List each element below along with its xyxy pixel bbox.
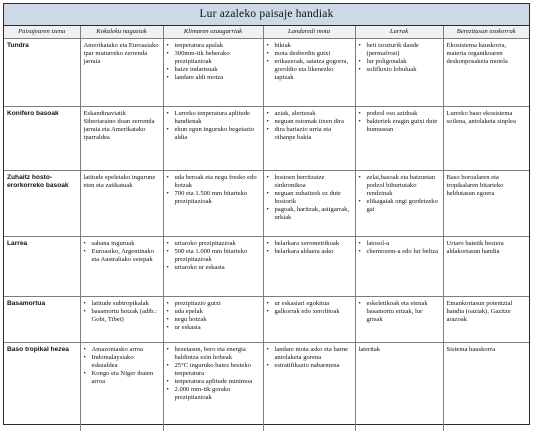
bullet-list <box>167 300 260 332</box>
cell-landscape-name: Basamortua <box>4 297 80 343</box>
header-lurrak: Lurrak <box>355 26 443 39</box>
cell-text: Urtaro batetik bestera aldakortasun handia <box>447 240 527 256</box>
cell-text: Baso boroalaren eta tropikalaren bitarteko heldutasun egoera <box>447 174 527 198</box>
bullet-list <box>84 346 160 386</box>
bullet-list <box>359 110 440 134</box>
cell-landscape-name: Konifero basoak <box>4 107 80 171</box>
cell-text: Lurreko baso ekosistema soilena, antolaketa sinplea <box>447 110 527 126</box>
list-item: • Amazoniasko arroa <box>84 346 160 354</box>
cell-berezitasun <box>443 171 529 237</box>
list-item: • neguan zuhaitzek ez dute hostorik <box>267 190 352 206</box>
list-item: • ur eskasia <box>167 324 260 332</box>
cell-landaredi <box>263 343 355 431</box>
landscape-table-document <box>3 3 530 425</box>
list-item: • lur poligonalak <box>359 58 440 66</box>
bullet-list <box>267 174 352 222</box>
bullet-list <box>359 42 440 74</box>
list-item: • 300mm-tik beherako prezipitazioak <box>167 50 260 66</box>
header-klima: Klimaren ezaugarriak <box>163 26 263 39</box>
table-row <box>4 297 529 343</box>
cell-klima <box>163 39 263 107</box>
list-item: • ur eskasiari egokitua <box>267 300 352 308</box>
list-item: • hostoen berritzatze sinkronikoa <box>267 174 352 190</box>
list-item: • aziak, alertzeak <box>267 110 352 118</box>
list-item: • beti izozturik daude (permafrost) <box>359 42 440 58</box>
list-item: • 25°C inguruko batez besteko tenperatura <box>167 362 260 378</box>
cell-lurrak <box>355 343 443 431</box>
cell-kokaleku <box>80 171 163 237</box>
cell-kokaleku <box>80 297 163 343</box>
list-item: • belarkara aldaera asko <box>267 248 352 256</box>
cell-landaredi <box>263 107 355 171</box>
cell-berezitasun <box>443 237 529 297</box>
list-item: • belarkara xerometrikoak <box>267 240 352 248</box>
list-item: • elikagaiak ongi gordetzeko gai <box>359 198 440 214</box>
cell-berezitasun <box>443 39 529 107</box>
bullet-list <box>267 346 352 370</box>
table-row <box>4 107 529 171</box>
list-item: • Lurreko tenperatura aplitude handienak <box>167 110 260 126</box>
table-row <box>4 343 529 431</box>
cell-klima <box>163 237 263 297</box>
cell-kokaleku <box>80 39 163 107</box>
cell-lurrak <box>355 39 443 107</box>
bullet-list <box>267 300 352 316</box>
cell-klima <box>163 171 263 237</box>
bullet-list <box>167 42 260 82</box>
cell-text: lateritak <box>359 346 440 354</box>
cell-klima <box>163 297 263 343</box>
cell-landscape-name: Baso tropikal hezea <box>4 343 80 431</box>
cell-klima <box>163 343 263 431</box>
list-item: • haize indartsuak <box>167 66 260 74</box>
bullet-list <box>167 240 260 272</box>
cell-text: Emankortasun potentzial handia (oaziak). Gazitze arazoak <box>447 300 527 324</box>
bullet-list <box>84 240 160 264</box>
table-title: Lur azaleko paisaje handiak <box>4 4 529 26</box>
list-item: • ehun egun inguruko begetazio aldia <box>167 126 260 142</box>
list-item: • eskeletikoak eta etenak basamortu ertzak, lur grisak <box>359 300 440 324</box>
list-item: • uda epelak <box>167 308 260 316</box>
bullet-list <box>167 110 260 142</box>
landscape-table <box>4 26 529 431</box>
cell-klima <box>163 107 263 171</box>
table-row <box>4 237 529 297</box>
bullet-list <box>84 300 160 324</box>
list-item: • landare mota asko eta barne antolaketa gorena <box>267 346 352 362</box>
bullet-list <box>267 42 352 82</box>
header-kokaleku: Kokaleku nagusiak <box>80 26 163 39</box>
bullet-list <box>359 240 440 256</box>
cell-landaredi <box>263 171 355 237</box>
list-item: • tenperatura aplitude minimoa <box>167 378 260 386</box>
list-item: • urtaroko prezipitazioak <box>167 240 260 248</box>
list-item: • zelai,basoak eta batzuetan podzol bihurtutako rendzinak <box>359 174 440 198</box>
list-item: • galkorrak edo xerofitoak <box>267 308 352 316</box>
cell-landaredi <box>263 297 355 343</box>
cell-landscape-name: Tundra <box>4 39 80 107</box>
list-item: • podzol oso azidoak <box>359 110 440 118</box>
list-item: • Kongo eta Niger ibaien arroa <box>84 370 160 386</box>
list-item: • latitude subtropikalak <box>84 300 160 308</box>
list-item: • tenperatura apalak <box>167 42 260 50</box>
cell-lurrak <box>355 171 443 237</box>
bullet-list <box>167 174 260 206</box>
cell-text: Sistema hauskorra <box>447 346 527 354</box>
table-row <box>4 171 529 237</box>
list-item: • latosol-a <box>359 240 440 248</box>
list-item: • Indomalaysiako eskualdea <box>84 354 160 370</box>
cell-lurrak <box>355 237 443 297</box>
header-row <box>4 26 529 39</box>
list-item: • hezetasun, bero eta energia baldintza ezin hobeak <box>167 346 260 362</box>
cell-landaredi <box>263 39 355 107</box>
list-item: • neguan estomak itxen dira <box>267 118 352 126</box>
cell-text: Ekosistema hauskorra, materia organikoaren deskonposaketa motela <box>447 42 527 66</box>
list-item: • mota desberdin gutxi <box>267 50 352 58</box>
bullet-list <box>359 174 440 214</box>
list-item: • solifluxio lobuluak <box>359 66 440 74</box>
bullet-list <box>359 300 440 324</box>
list-item: • urtaroko ur eskasia <box>167 264 260 272</box>
list-item: • bakteriek eragin gutxi dute humusean <box>359 118 440 134</box>
cell-berezitasun <box>443 297 529 343</box>
header-landaredi: Landaredi mota <box>263 26 355 39</box>
cell-text: Eskandinaviatik Siberiaraino doan zerrenda jarraia eta Amerikatako iparraldea <box>84 110 160 142</box>
cell-text: latitude epeletako ingurune eten eta zatikatuak <box>84 174 160 190</box>
cell-kokaleku <box>80 237 163 297</box>
cell-berezitasun <box>443 107 529 171</box>
list-item: • dira bariazio urria eta oihanpe bakia <box>267 126 352 142</box>
bullet-list <box>267 240 352 256</box>
list-item: • 700 eta 1.500 mm bitarteko prezipitazioak <box>167 190 260 206</box>
cell-landaredi <box>263 237 355 297</box>
cell-kokaleku <box>80 343 163 431</box>
list-item: • chernozem-a edo lur beltza <box>359 248 440 256</box>
list-item: • sabana inguruak <box>84 240 160 248</box>
cell-landscape-name: Larrea <box>4 237 80 297</box>
list-item: • basamortu hotzak (adib.: Gobi, Tibet) <box>84 308 160 324</box>
bullet-list <box>167 346 260 402</box>
list-item: • bikiak <box>267 42 352 50</box>
list-item: • estratifikazio nabarmena <box>267 362 352 370</box>
cell-lurrak <box>355 107 443 171</box>
cell-berezitasun <box>443 343 529 431</box>
cell-landscape-name: Zuhaitz hosto-erorkorreko basoak <box>4 171 80 237</box>
list-item: • prezipitazio gutxi <box>167 300 260 308</box>
list-item: • 500 eta 1.000 mm bitarteko prezipitazioak <box>167 248 260 264</box>
list-item: • erikazeoak, saiatza gogorra, goroldio eta likenezko tapizak <box>267 58 352 82</box>
list-item: • Euroasiko, Argentinako eta Australiako estepak <box>84 248 160 264</box>
cell-lurrak <box>355 297 443 343</box>
cell-text: Amerikatako eta Euroasiako ipar muturreko zerrenda jarraia <box>84 42 160 66</box>
cell-kokaleku <box>80 107 163 171</box>
list-item: • negu hotzak <box>167 316 260 324</box>
list-item: • 2.000 mm-tik gorako prezipitazioak <box>167 386 260 402</box>
bullet-list <box>267 110 352 142</box>
list-item: • landare aldi motza <box>167 74 260 82</box>
list-item: • uda beroak eta negu fresko edo hotzak <box>167 174 260 190</box>
header-berezitasun: Berezitasun ezokorrak <box>443 26 529 39</box>
list-item: • pagoak, haritzak, astigarrak, urkiak <box>267 206 352 222</box>
table-row <box>4 39 529 107</box>
header-name: Paisajearen izena <box>4 26 80 39</box>
